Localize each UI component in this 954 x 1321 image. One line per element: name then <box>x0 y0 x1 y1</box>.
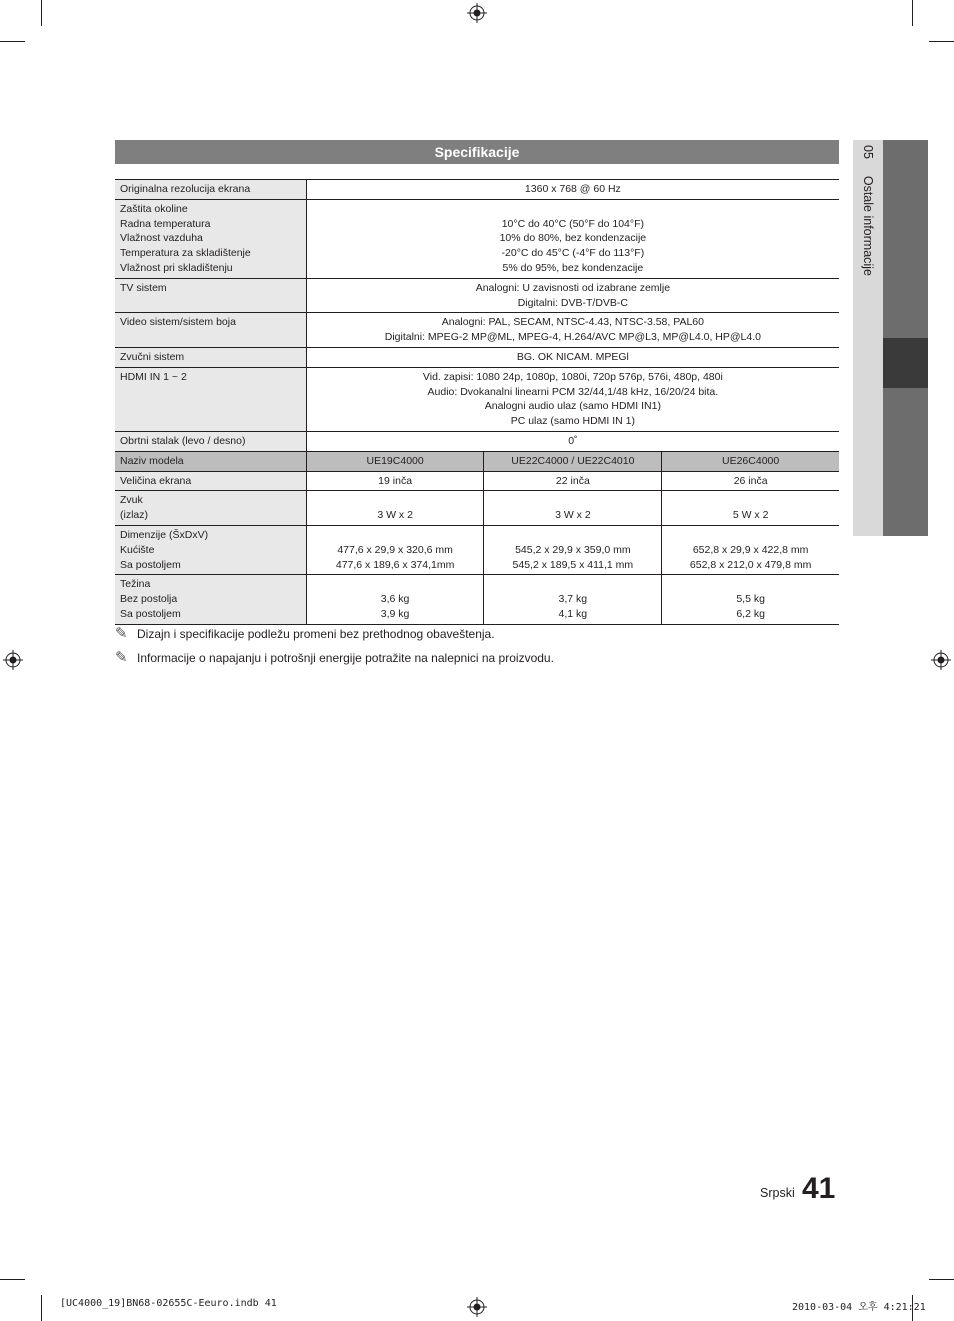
chapter-number: 05 <box>861 145 875 159</box>
value-line: PC ulaz (samo HDMI IN 1) <box>510 415 635 428</box>
crop-mark <box>41 0 42 26</box>
value-line: 19 inča <box>378 474 413 487</box>
label-line: Video sistem/sistem boja <box>120 316 236 329</box>
label-line: Temperatura za skladištenje <box>120 247 251 260</box>
model-value <box>306 525 484 574</box>
row-label <box>115 313 306 348</box>
table-row <box>115 313 839 348</box>
row-value <box>306 313 839 348</box>
value-line: 4,1 kg <box>558 607 588 620</box>
table-row <box>115 525 839 574</box>
value-line: 5% do 95%, bez kondenzacije <box>502 261 644 274</box>
print-slug-left: [UC4000_19]BN68-02655C-Eeuro.indb 41 <box>60 1298 277 1309</box>
value-line: 26 inča <box>733 474 768 487</box>
model-name: UE26C4000 <box>662 451 839 471</box>
table-row <box>115 278 839 313</box>
note-text: Informacije o napajanju i potrošnji energije potražite na nalepnici na proizvodu. <box>137 651 554 665</box>
label-line: Vlažnost vazduha <box>120 232 203 245</box>
value-line: 10% do 80%, bez kondenzacije <box>499 232 647 245</box>
label-line: Zvučni sistem <box>120 350 185 363</box>
print-slug-right: 2010-03-04 오후 4:21:21 <box>792 1302 926 1313</box>
value-line: 3,6 kg <box>380 593 410 606</box>
table-row <box>115 431 839 451</box>
crop-mark <box>41 1295 42 1321</box>
value-line: 652,8 x 212,0 x 479,8 mm <box>689 558 812 571</box>
model-value <box>484 575 662 624</box>
model-value <box>484 471 662 491</box>
value-line: 545,2 x 29,9 x 359,0 mm <box>515 543 631 556</box>
label-line: Bez postolja <box>120 593 178 606</box>
label-line: Vlažnost pri skladištenju <box>120 261 233 274</box>
section-title: Specifikacije <box>115 140 839 164</box>
table-row <box>115 367 839 431</box>
value-line: 3,7 kg <box>558 593 588 606</box>
label-line: Kućište <box>120 543 155 556</box>
value-line: Audio: Dvokanalni linearni PCM 32/44,1/48 kHz, 16/20/24 bita. <box>427 385 719 398</box>
model-value <box>306 491 484 526</box>
value-line: Analogni: U zavisnosti od izabrane zemlje <box>475 281 671 294</box>
value-line: 22 inča <box>555 474 590 487</box>
model-value <box>662 575 839 624</box>
label-line: Zaštita okoline <box>120 202 188 215</box>
crop-mark <box>0 1279 25 1280</box>
row-label <box>115 367 306 431</box>
model-header-row <box>115 451 839 471</box>
value-line: 10°C do 40°C (50°F do 104°F) <box>501 217 645 230</box>
row-label <box>115 575 306 624</box>
registration-mark-icon <box>467 3 487 23</box>
crop-mark <box>929 41 954 42</box>
value-line: -20°C do 45°C (-4°F do 113°F) <box>501 247 645 260</box>
label-line: HDMI IN 1 ~ 2 <box>120 370 187 383</box>
page-number: 41 <box>802 1172 836 1205</box>
crop-mark <box>929 1279 954 1280</box>
model-name: UE22C4000 / UE22C4010 <box>484 451 662 471</box>
row-label <box>115 180 306 200</box>
value-line: Vid. zapisi: 1080 24p, 1080p, 1080i, 720p 576p, 576i, 480p, 480i <box>422 370 723 383</box>
registration-mark-icon <box>931 650 951 670</box>
model-value <box>662 525 839 574</box>
table-row <box>115 471 839 491</box>
value-line: 3 W x 2 <box>377 509 413 522</box>
label-line: (izlaz) <box>120 509 148 522</box>
side-tab-label <box>858 145 878 525</box>
label-line: Veličina ekrana <box>120 474 192 487</box>
label-line: Težina <box>120 578 151 591</box>
model-value <box>306 575 484 624</box>
row-label <box>115 199 306 278</box>
side-tab-active-marker <box>883 338 928 388</box>
label-line: Sa postoljem <box>120 558 181 571</box>
model-value <box>306 471 484 491</box>
spec-table <box>115 179 839 625</box>
value-line: Analogni audio ulaz (samo HDMI IN1) <box>484 400 661 413</box>
value-line: 5,5 kg <box>736 593 765 606</box>
table-row <box>115 180 839 200</box>
row-label <box>115 347 306 367</box>
value-line: 0˚ <box>568 434 578 447</box>
label-line: Radna temperatura <box>120 217 211 230</box>
registration-mark-icon <box>3 650 23 670</box>
value-line: 5 W x 2 <box>732 509 769 522</box>
row-value <box>306 199 839 278</box>
row-value <box>306 367 839 431</box>
label-line: TV sistem <box>120 281 167 294</box>
value-line: 1360 x 768 @ 60 Hz <box>524 183 621 195</box>
row-label <box>115 431 306 451</box>
value-line: 477,6 x 189,6 x 374,1mm <box>335 558 455 571</box>
model-value <box>484 491 662 526</box>
label-line: Sa postoljem <box>120 607 181 620</box>
note-text: Dizajn i specifikacije podležu promeni bez prethodnog obaveštenja. <box>137 627 495 641</box>
label-line: Dimenzije (ŠxDxV) <box>120 528 209 541</box>
label-line: Zvuk <box>120 494 143 507</box>
row-label <box>115 491 306 526</box>
label-line: Obrtni stalak (levo / desno) <box>120 434 246 447</box>
model-value <box>662 491 839 526</box>
value-line: 3 W x 2 <box>555 509 591 522</box>
registration-mark-icon <box>467 1297 487 1317</box>
table-row <box>115 491 839 526</box>
note <box>115 626 495 642</box>
row-label <box>115 471 306 491</box>
label-line: Originalna rezolucija ekrana <box>120 183 251 195</box>
row-value <box>306 431 839 451</box>
pencil-note-icon: ✎ <box>115 649 128 666</box>
table-row <box>115 347 839 367</box>
model-header-label: Naziv modela <box>115 451 306 471</box>
table-row <box>115 575 839 624</box>
value-line: 3,9 kg <box>380 607 410 620</box>
row-value <box>306 278 839 313</box>
row-label <box>115 278 306 313</box>
value-line: 477,6 x 29,9 x 320,6 mm <box>337 543 453 556</box>
value-line: 6,2 kg <box>736 607 765 620</box>
note <box>115 650 554 666</box>
value-line: 545,2 x 189,5 x 411,1 mm <box>512 558 634 571</box>
footer-language: Srpski <box>760 1186 795 1200</box>
row-value <box>306 180 839 200</box>
value-line: 652,8 x 29,9 x 422,8 mm <box>692 543 809 556</box>
row-value <box>306 347 839 367</box>
model-value <box>662 471 839 491</box>
value-line: Analogni: PAL, SECAM, NTSC-4.43, NTSC-3.58, PAL60 <box>441 316 704 329</box>
model-value <box>484 525 662 574</box>
row-label <box>115 525 306 574</box>
crop-mark <box>912 0 913 26</box>
crop-mark <box>0 41 25 42</box>
chapter-title: Ostale informacije <box>861 175 875 276</box>
value-line: Digitalni: DVB-T/DVB-C <box>517 296 628 309</box>
table-row <box>115 199 839 278</box>
value-line: Digitalni: MPEG-2 MP@ML, MPEG-4, H.264/AVC MP@L3, MP@L4.0, HP@L4.0 <box>384 331 761 344</box>
pencil-note-icon: ✎ <box>115 625 128 642</box>
model-name: UE19C4000 <box>306 451 484 471</box>
value-line: BG. OK NICAM. MPEGl <box>516 350 629 363</box>
